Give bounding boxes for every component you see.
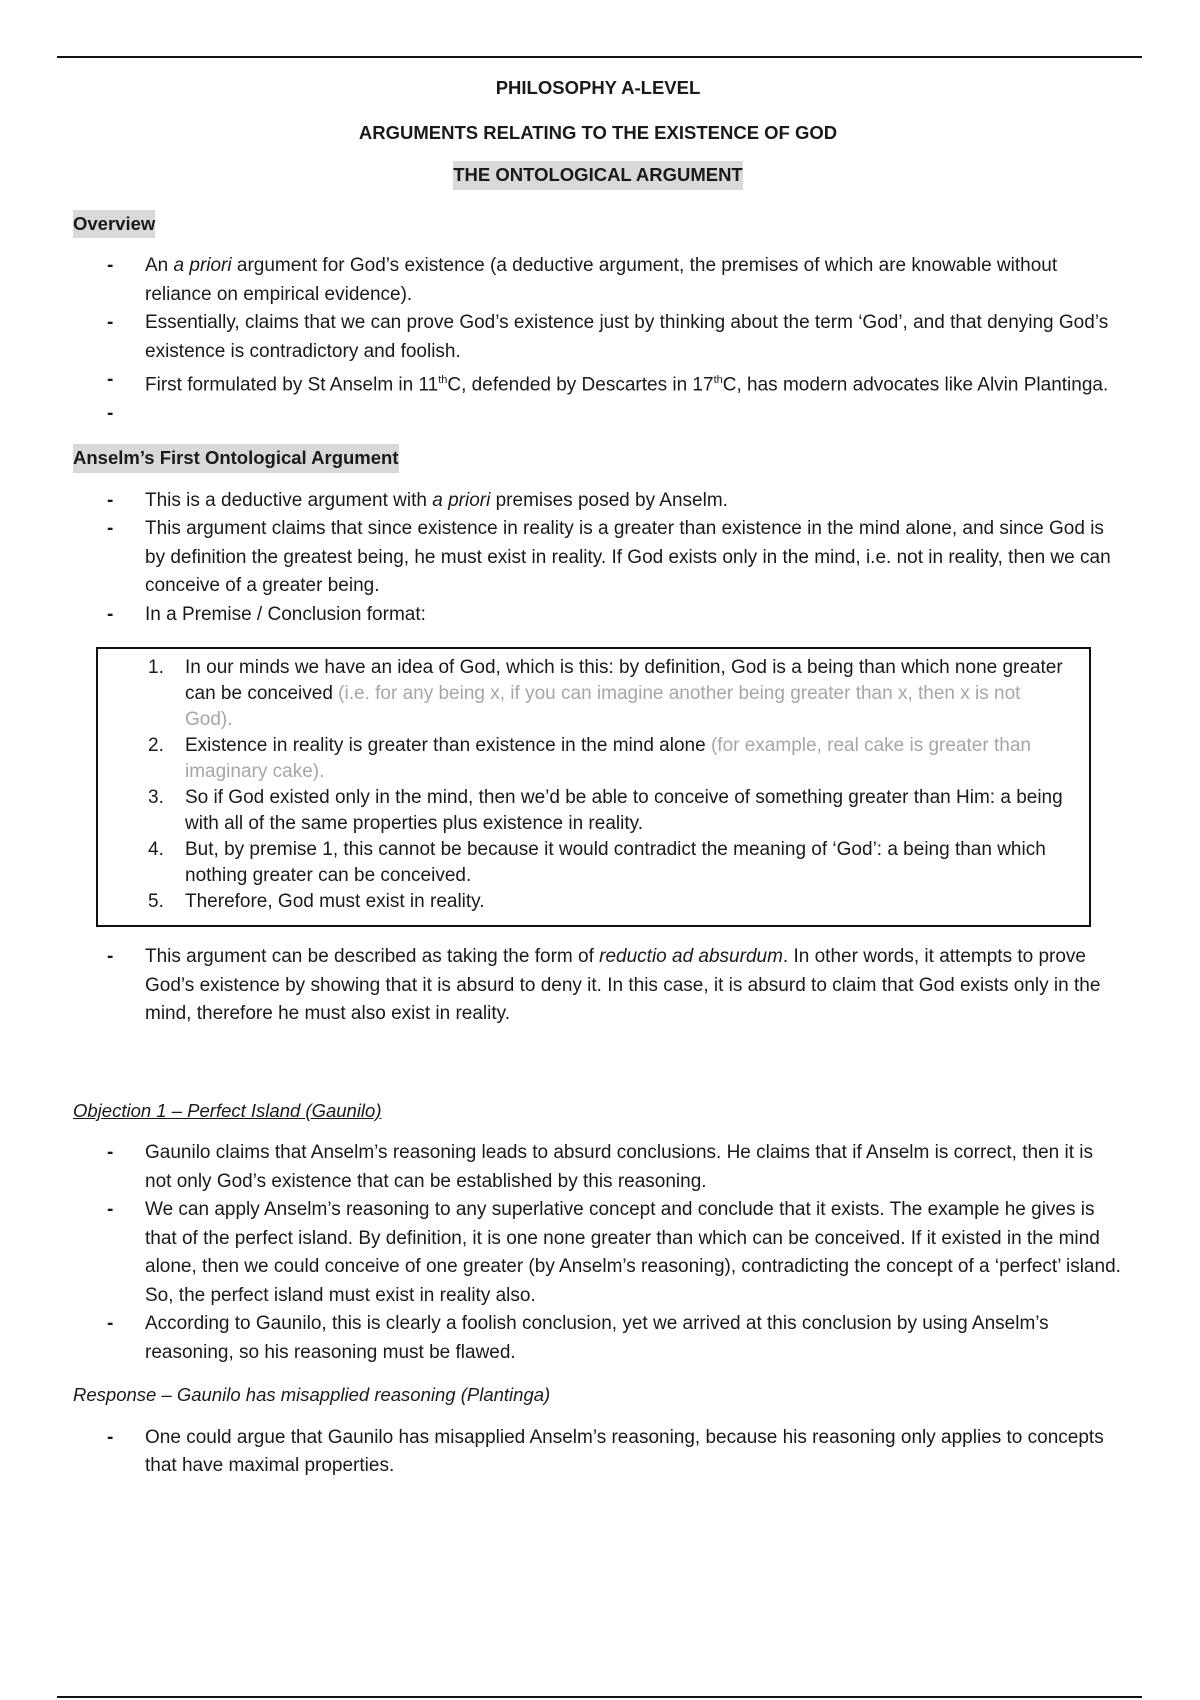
- course-title: PHILOSOPHY A-LEVEL: [495, 77, 701, 98]
- bullet-dash: -: [107, 603, 114, 625]
- bullet-dash: -: [107, 255, 114, 276]
- objection-heading: Objection 1 – Perfect Island (Gaunilo): [73, 1099, 382, 1121]
- list-item: - An a priori argument for God’s existence (a deductive argument, the premises of which are knowable without reliance on empirical evidence).: [73, 252, 1123, 309]
- premises-box: [96, 647, 1091, 927]
- bullet-dash: -: [107, 1199, 114, 1221]
- overview-heading: Overview: [73, 210, 1123, 239]
- premises-list: [98, 655, 1089, 915]
- bullet-dash: -: [107, 1313, 114, 1335]
- list-item: - This argument can be described as taking the form of reductio ad absurdum. In other words, it attempts to prove God’s existence by showing that it is absurd to deny it. In this case, it is absurd to claim that God exists only in the mind, therefore he must also exist in reality.: [73, 943, 1123, 1029]
- list-item: - In a Premise / Conclusion format:: [73, 601, 1123, 630]
- premise-item: 2. Existence in reality is greater than existence in the mind alone (for example, real cake is greater than imaginary cake).: [148, 735, 1031, 783]
- topic-title: ARGUMENTS RELATING TO THE EXISTENCE OF GOD: [358, 121, 838, 143]
- list-item-empty: [73, 400, 1123, 429]
- bullet-dash: -: [107, 1142, 114, 1164]
- bullet-dash: -: [107, 946, 114, 968]
- response-list: [73, 1424, 1123, 1481]
- premise-item: 5. Therefore, God must exist in reality.: [148, 891, 485, 913]
- list-item: - One could argue that Gaunilo has misapplied Anselm’s reasoning, because his reasoning only applies to concepts that have maximal properties.: [73, 1424, 1123, 1481]
- bullet-dash: -: [107, 518, 114, 540]
- list-item: - Essentially, claims that we can prove God’s existence just by thinking about the term ‘God’, and that denying God’s existence is contradictory and foolish.: [73, 309, 1123, 366]
- bullet-dash: -: [107, 312, 114, 333]
- bottom-rule: [57, 1696, 1142, 1698]
- list-item: - According to Gaunilo, this is clearly a foolish conclusion, yet we arrived at this conclusion by using Anselm’s reasoning, so his reasoning must be flawed.: [73, 1310, 1123, 1367]
- top-rule: [57, 56, 1142, 58]
- anselm-after-list: [73, 943, 1123, 1029]
- list-item: - This is a deductive argument with a priori premises posed by Anselm.: [73, 487, 1123, 516]
- document-page: [73, 70, 1123, 1481]
- argument-title: THE ONTOLOGICAL ARGUMENT: [73, 161, 1123, 190]
- list-item: - We can apply Anselm’s reasoning to any superlative concept and conclude that it exists. The example he gives is that of the perfect island. By definition, it is one none greater than which can be conceived. If it existed in the mind alone, then we could conceive of one greater (by Anselm’s reasoning), contradicting the concept of a ‘perfect’ island. So, the perfect island must exist in reality also.: [73, 1196, 1123, 1310]
- response-heading: Response – Gaunilo has misapplied reasoning (Plantinga): [73, 1384, 551, 1406]
- premise-item: 1. In our minds we have an idea of God, which is this: by definition, God is a being than which none greater can be conceived (i.e. for any being x, if you can imagine another being greater than x, then x is not God).: [148, 657, 1063, 731]
- premise-item: 3. So if God existed only in the mind, then we’d be able to conceive of something greater than Him: a being with all of the same properties plus existence in reality.: [148, 787, 1063, 835]
- bullet-dash: -: [107, 1426, 114, 1448]
- list-item: - This argument claims that since existence in reality is a greater than existence in the mind alone, and since God is by definition the greatest being, he must exist in reality. If God exists only in the mind, i.e. not in reality, then we can conceive of a greater being.: [73, 515, 1123, 601]
- list-item: - Gaunilo claims that Anselm’s reasoning leads to absurd conclusions. He claims that if Anselm is correct, then it is not only God’s existence that can be established by this reasoning.: [73, 1139, 1123, 1196]
- overview-list: [73, 252, 1123, 428]
- objection-list: [73, 1139, 1123, 1367]
- bullet-dash: -: [107, 489, 114, 511]
- anselm-list: [73, 487, 1123, 630]
- bullet-dash: -: [107, 369, 114, 390]
- anselm-heading: Anselm’s First Ontological Argument: [73, 444, 1123, 473]
- list-item: - First formulated by St Anselm in 11thC, defended by Descartes in 17thC, has modern advocates like Alvin Plantinga.: [73, 366, 1123, 400]
- bullet-dash: -: [107, 402, 114, 424]
- premise-item: 4. But, by premise 1, this cannot be because it would contradict the meaning of ‘God’: a being than which nothing greater can be conceived.: [148, 839, 1046, 887]
